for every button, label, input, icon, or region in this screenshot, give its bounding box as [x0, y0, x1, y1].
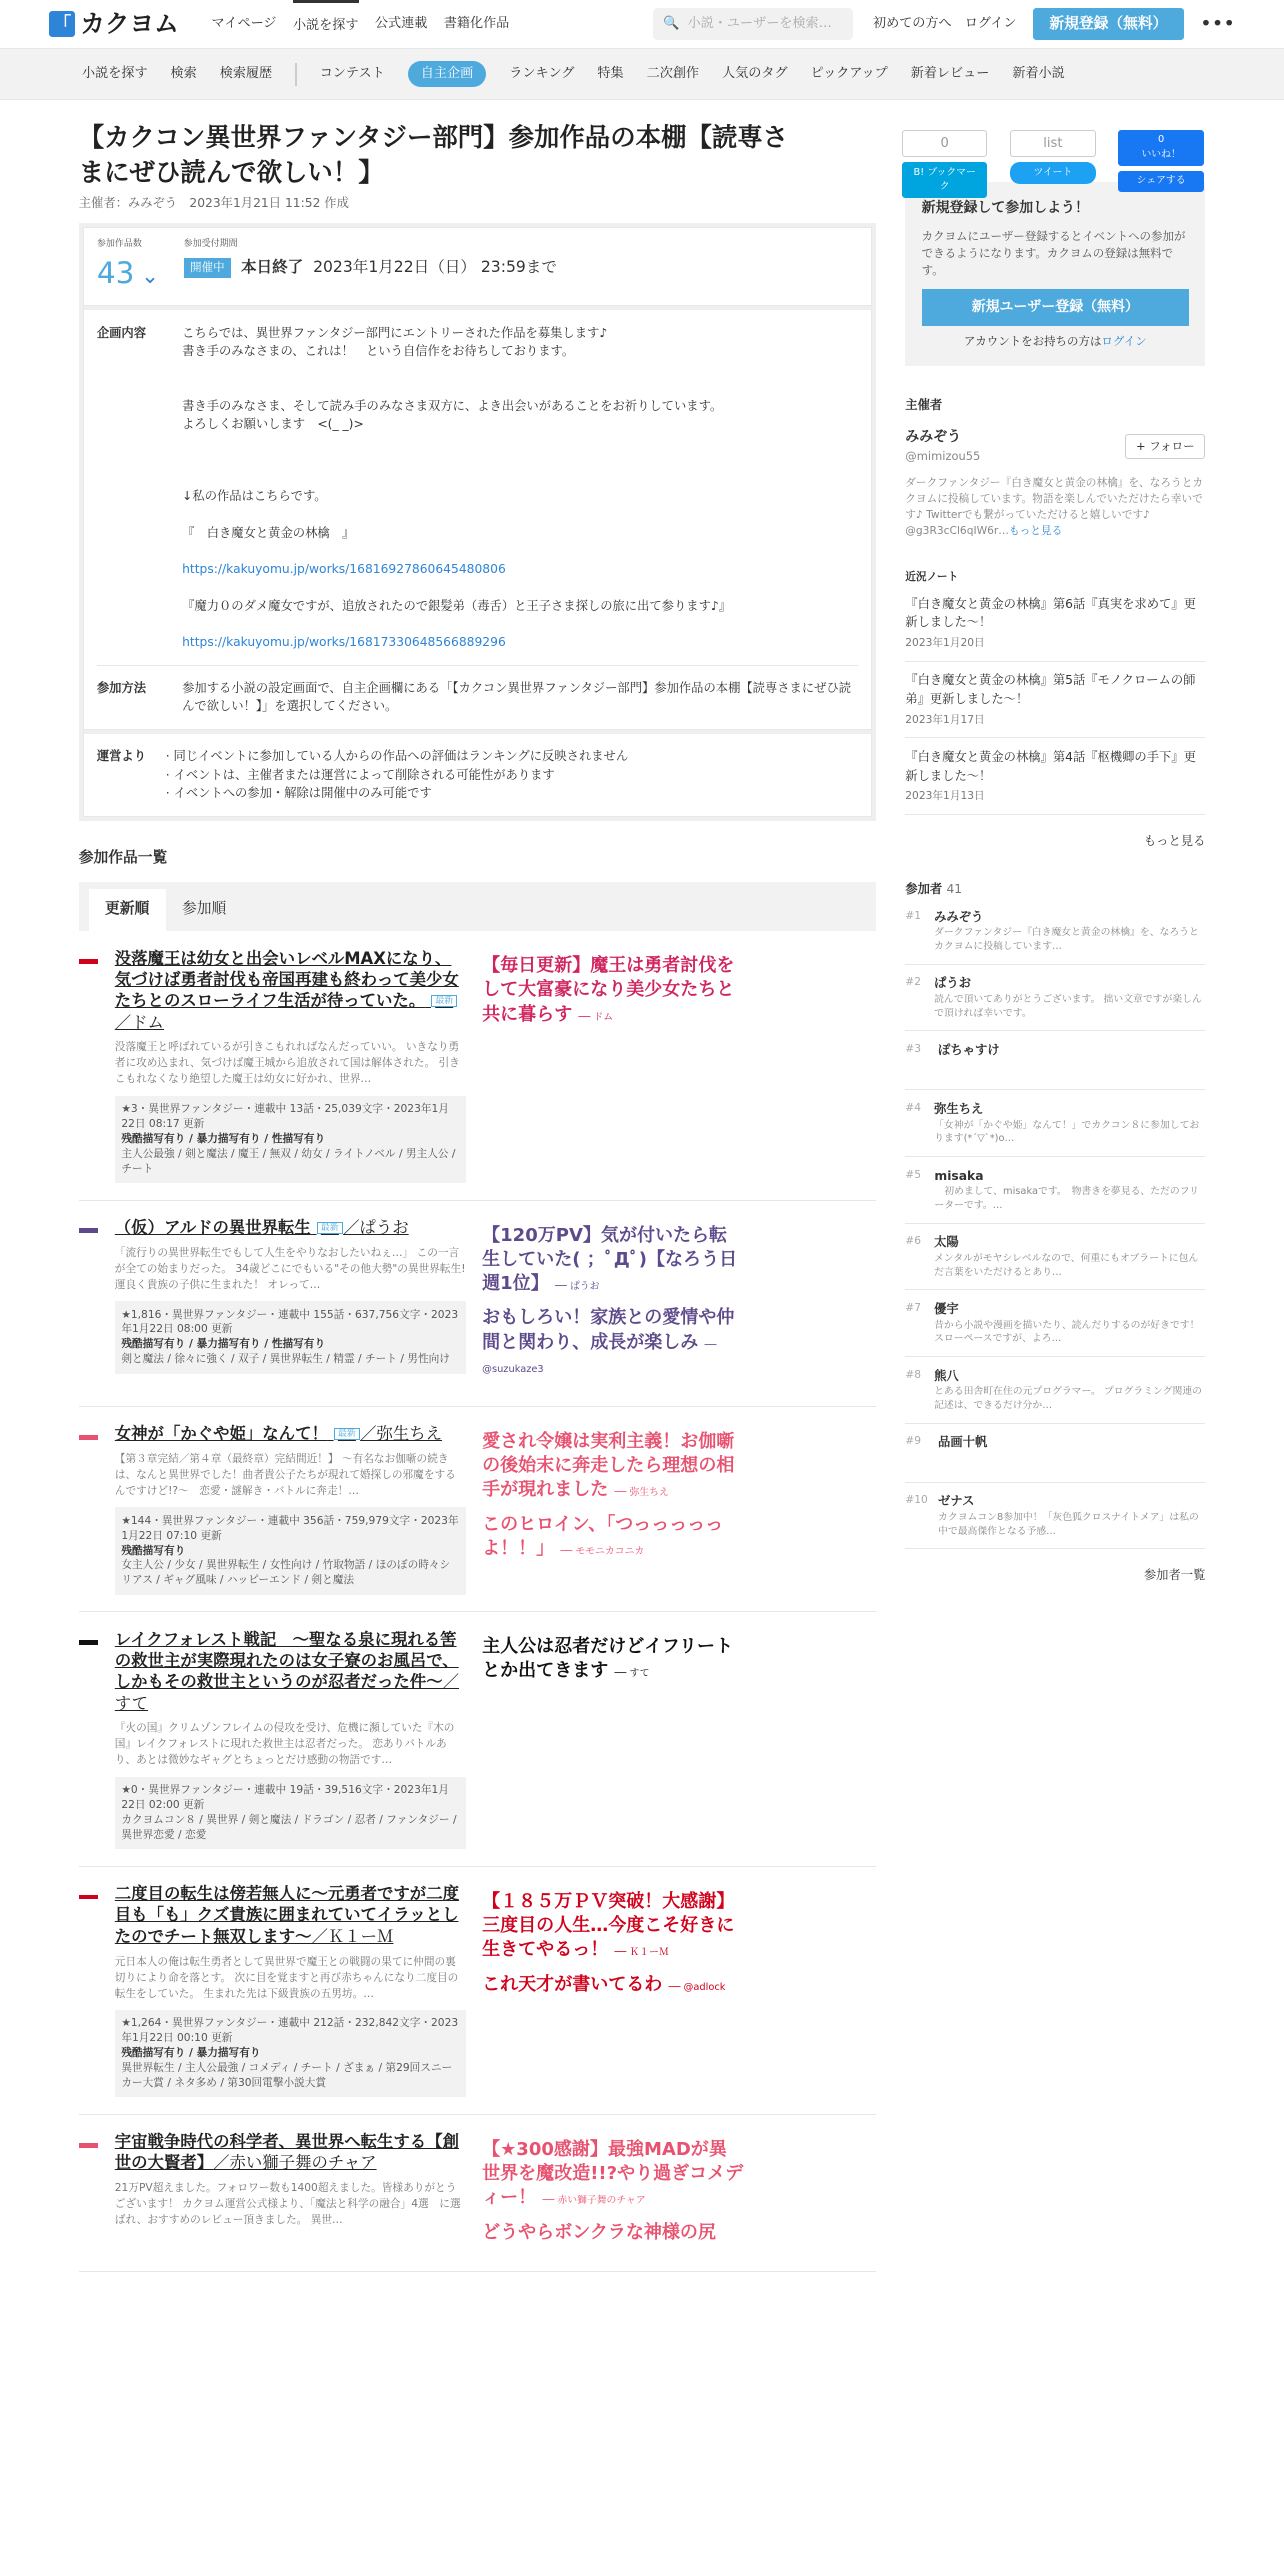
logo[interactable] [49, 6, 179, 43]
logo-mark-icon: 「 [49, 11, 75, 37]
work-item [79, 2115, 876, 2272]
members-more-link[interactable]: 参加者一覧 [1143, 1567, 1206, 1582]
work-link[interactable]: https://kakuyomu.jp/works/16817330648566889296 [182, 635, 506, 650]
work-tags[interactable]: 異世界転生 / 主人公最強 / コメディ / チート / ざまぁ / 第29回スニーカー大賞 / ネタ多め / 第30回電撃小説大賞 [121, 2060, 453, 2089]
note-title[interactable]: 『白き魔女と黄金の林檎』第5話『モノクロームの師弟』更新しました～！ [905, 673, 1196, 706]
method-label: 参加方法 [96, 681, 147, 695]
hatena-bookmark-button[interactable]: B! ブックマーク [902, 162, 987, 198]
color-mark [79, 1895, 99, 1900]
work-meta [115, 2010, 466, 2098]
login-link[interactable]: ログイン [964, 16, 1017, 32]
sort-tabs [79, 882, 876, 931]
content-line: 書き手のみなさまの、これは！ という自信作をお待ちしております。 [182, 344, 575, 358]
user-plus-icon: + [1135, 438, 1150, 453]
note-item[interactable] [905, 662, 1205, 739]
member-desc: カクヨムコン8参加中！「灰色狐クロスナイトメア」は私の中で最高傑作となる予感… [938, 1511, 1199, 1537]
member-item[interactable] [905, 1090, 1205, 1157]
host-id: @mimizou55 [905, 449, 981, 464]
author-link[interactable]: ／ドム [114, 1012, 164, 1032]
new-badge: 最新 [334, 1428, 361, 1440]
catchphrase[interactable]: 【120万PV】気が付いたら転生していた( ；ﾟДﾟ)【なろう日週1位】 ── ぱうお [482, 1224, 738, 1295]
host-label: 主催者 [905, 397, 943, 412]
new-badge: 最新 [431, 995, 458, 1007]
work-warnings: 残酷描写有り [121, 1543, 186, 1557]
list-title: 参加作品一覧 [78, 848, 168, 866]
member-desc: ダークファンタジー『白き魔女と黄金の林檎』を、なろうとカクヨムに投稿しています… [934, 927, 1199, 953]
work-title[interactable]: 没落魔王は幼女と出会いレベルMAXになり、気づけば勇者討伐も帝国再建も終わって美少女たちとのスローライフ生活が待っていた。 最新／ドム [114, 948, 459, 1032]
event-info [79, 223, 876, 821]
work-item [79, 931, 876, 1200]
guide-link[interactable]: 初めての方へ [872, 16, 952, 32]
top-bar [0, 0, 1284, 49]
content-line [182, 378, 858, 396]
member-desc: とある田舎町在住の元プログラマー。 プログラミング関連の記述は、できるだけ分か… [934, 1386, 1202, 1412]
status-badge: 開催中 [184, 258, 232, 278]
catchphrase[interactable]: 【１８５万ＰＶ突破！大感謝】三度目の人生…今度こそ好きに生きてやるっ！ ── Ｋ１ーＭ [482, 1890, 735, 1961]
author-link[interactable]: ／すて [114, 1672, 459, 1713]
member-desc: 「女神が「かぐや姫」なんて！」でカクコン８に参加しております(*´▽`*)o… [934, 1119, 1200, 1145]
period-label: 参加受付期間 [183, 238, 238, 249]
member-name[interactable]: misaka [934, 1168, 984, 1183]
rule-item: · 同じイベントに参加している人からの作品への評価はランキングに反映されません [165, 749, 629, 764]
search-icon: 🔍 [663, 16, 680, 32]
work-warnings: 残酷描写有り / 暴力描写有り / 性描写有り [121, 1337, 326, 1351]
content-line: 『魔力０のダメ魔女ですが、追放されたので銀髪弟（毒舌）と王子さま探しの旅に出て参ります♪』 [182, 598, 732, 613]
subnav-item[interactable]: 二次創作 [646, 66, 700, 82]
search-placeholder: 小説・ユーザーを検索… [687, 16, 832, 32]
work-tags[interactable]: 女主人公 / 少女 / 異世界転生 / 女性向け / 竹取物語 / ほのぼの時々シリアス / ギャグ風味 / ハッピーエンド / 剣と魔法 [121, 1558, 451, 1587]
color-mark [79, 959, 99, 964]
nav-books[interactable]: 書籍化作品 [443, 16, 510, 32]
work-tags[interactable]: 剣と魔法 / 徐々に強く / 双子 / 異世界転生 / 精霊 / チート / 男性向け [121, 1352, 450, 1366]
work-intro: 21万PV超えました。フォロワー数も1400超えました。皆様ありがとうございます！ カクヨム運営公式様より、「魔法と科学の融合」4選 に選ばれ、おすすめのレビュー頂きました。 異世… [114, 2181, 461, 2227]
work-stats: ★0・異世界ファンタジー・連載中 19話・39,516文字・2023年1月22日 02:00 更新 [121, 1783, 449, 1811]
work-stats: ★144・異世界ファンタジー・連載中 356話・759,979文字・2023年1月22日 07:10 更新 [121, 1513, 459, 1542]
note-title[interactable]: 『白き魔女と黄金の林檎』第6話『真実を求めて』更新しました～！ [905, 596, 1196, 630]
signup-text: カクヨムにユーザー登録するとイベントへの参加ができるようになります。カクヨムの登録は無料です。 [921, 228, 1186, 277]
author-link[interactable]: ／ぱうお [343, 1217, 409, 1237]
work-title[interactable]: 女神が「かぐや姫」なんて！ 最新 ／弥生ちえ [114, 1424, 443, 1444]
note-date: 2023年1月20日 [905, 635, 985, 649]
member-item[interactable] [905, 1224, 1205, 1291]
work-title[interactable]: レイクフォレスト戦記 ～聖なる泉に現れる筈の救世主が実際現れたのは女子寮のお風呂で、しかもその救世主というのが忍者だった件～／すて [114, 1629, 459, 1713]
member-rank: #10 [905, 1493, 928, 1507]
note-item[interactable] [905, 738, 1205, 815]
end-label: 本日終了 [240, 258, 304, 277]
member-item[interactable] [905, 1483, 1205, 1550]
like-button[interactable] [1118, 130, 1203, 166]
signup-box [905, 182, 1205, 366]
content-line [182, 469, 858, 487]
share-area [902, 130, 1204, 199]
member-name[interactable]: 太陽 [934, 1235, 959, 1250]
member-rank: #2 [905, 975, 921, 989]
catchphrase[interactable]: これ天才が書いてるわ ── @adlock [482, 1973, 726, 1995]
rule-item: · イベントは、主催者または運営によって削除される可能性があります [165, 767, 555, 782]
nav-official[interactable]: 公式連載 [374, 16, 428, 32]
catchphrase[interactable]: 【毎日更新】魔王は勇者討伐をして大富豪になり美少女たちと共に暮らす ── ドム [482, 955, 735, 1025]
subnav-item[interactable]: コンテスト [319, 66, 385, 82]
member-rank: #7 [905, 1301, 921, 1315]
fb-share-button[interactable]: シェアする [1118, 171, 1203, 192]
note-date: 2023年1月17日 [905, 712, 985, 726]
nav-mypage[interactable]: マイページ [211, 16, 277, 32]
work-stats: ★3・異世界ファンタジー・連載中 13話・25,039文字・2023年1月22日 08:17 更新 [121, 1102, 449, 1131]
work-intro: 『火の国』クリムゾンフレイムの侵攻を受け、危機に瀕していた『木の国』レイクフォレストに現れた救世主は忍者だった。 恋ありバトルあり、あとは微妙なギャグとちょっとだけ感動の物語です… [114, 1721, 455, 1767]
content-line: 書き手のみなさま、そして読み手のみなさま双方に、よき出会いがあることをお祈りしています。 [182, 398, 723, 413]
logo-text: カクヨム [80, 8, 179, 38]
work-item [79, 1201, 876, 1407]
subnav-item[interactable]: 小説を探す [82, 66, 148, 82]
top-nav [212, 0, 510, 49]
deadline-date: 2023年1月22日（日） 23:59まで [313, 258, 557, 277]
catchphrase[interactable]: どうやらボンクラな神様の尻 [482, 2221, 716, 2243]
follow-label: フォロー [1149, 438, 1195, 453]
like-count: 0 [1157, 133, 1165, 145]
host-name[interactable]: みみぞう [905, 429, 962, 446]
search-input[interactable] [653, 8, 853, 41]
content-label: 企画内容 [96, 325, 147, 340]
sidebar [905, 100, 1205, 2272]
work-intro: 「流行りの異世界転生でもして人生をやりなおしたいねぇ…」 この一言が全ての始まりだった。 34歳どこにでもいる"その他大勢"の異世界転生!運良く貴族の子供に生まれた！ オレって… [114, 1245, 466, 1291]
work-meta [115, 1777, 466, 1850]
member-item[interactable] [905, 898, 1205, 965]
work-title[interactable]: （仮）アルドの異世界転生 最新 ／ぱうお [114, 1217, 409, 1237]
list-count: list [1010, 130, 1095, 158]
notes-more-link[interactable]: もっと見る [1143, 833, 1206, 848]
member-rank: #8 [905, 1367, 921, 1381]
divider [295, 63, 297, 86]
member-rank: #3 [905, 1042, 921, 1056]
more-menu-icon[interactable]: ••• [1200, 12, 1235, 36]
work-intro: 没落魔王と呼ばれているが引きこもれればなんだっていい。 いきなり勇者に攻め込まれ、気づけば魔王城から追放されて国は解体された。 引きこもれなくなり絶望した魔王は幼女に好かれ、世界… [114, 1040, 460, 1086]
work-meta [115, 1096, 466, 1184]
nav-find[interactable]: 小説を探す [293, 0, 359, 49]
color-mark [79, 2143, 99, 2148]
member-name[interactable]: 熊八 [934, 1368, 959, 1383]
content-line: こちらでは、異世界ファンタジー部門にエントリーされた作品を募集します♪ [182, 325, 608, 340]
subnav-item[interactable]: 特集 [597, 66, 624, 82]
subnav-item[interactable]: 検索履歴 [219, 66, 273, 82]
author-link[interactable]: ／Ｋ１ーＭ [311, 1926, 394, 1946]
subnav-item[interactable]: ランキング [509, 66, 575, 82]
catchphrase[interactable]: 主人公は忍者だけどイフリートとか出てきます ── すて [482, 1636, 734, 1682]
note-date: 2023年1月13日 [905, 789, 985, 803]
content-line [182, 615, 858, 633]
signup-button[interactable]: 新規登録（無料） [1033, 8, 1184, 40]
member-rank: #4 [905, 1101, 921, 1115]
subnav-item[interactable]: 新着小説 [1012, 66, 1065, 82]
work-link[interactable]: https://kakuyomu.jp/works/16816927860645480806 [182, 562, 506, 577]
work-title[interactable]: 二度目の転生は傍若無人に～元勇者ですが二度目も「も」クズ貴族に囲まれていてイラッとしたのでチート無双します～／Ｋ１ーＭ [114, 1884, 459, 1946]
tab-joined[interactable]: 参加順 [181, 900, 227, 918]
work-tags[interactable]: カクヨムコン８ / 異世界 / 剣と魔法 / ドラゴン / 忍者 / ファンタジー / 異世界恋愛 / 恋愛 [121, 1812, 457, 1841]
work-warnings: 残酷描写有り / 暴力描写有り / 性描写有り [121, 1131, 326, 1145]
catchphrase[interactable]: 【★300感謝】最強MADが異世界を魔改造!!?やり過ぎコメディー！ ── 赤い獅子舞のチャア [482, 2138, 744, 2209]
catchphrase[interactable]: このヒロイン、「つっっっっっよ！！」 ── モモニカコニカ [482, 1513, 724, 1559]
follow-button[interactable] [1125, 434, 1205, 460]
note-title[interactable]: 『白き魔女と黄金の林檎』第4話『枢機卿の手下』更新しました～！ [905, 750, 1196, 783]
subnav-item-active[interactable]: 自主企画 [408, 61, 487, 87]
count-label: 参加作品数 [96, 238, 142, 249]
work-meta [115, 1301, 466, 1374]
note-item[interactable] [905, 585, 1205, 662]
member-rank: #6 [905, 1234, 921, 1248]
member-name[interactable]: 弥生ちえ [934, 1102, 984, 1117]
tab-updated[interactable]: 更新順 [89, 889, 166, 932]
member-item[interactable] [905, 965, 1205, 1032]
work-item [79, 1612, 876, 1867]
content-line [182, 433, 858, 451]
work-intro: 元日本人の俺は転生勇者として異世界で魔王との戦闘の果てに仲間の裏切りにより命を落とす。 次に目を覚ますと再び赤ちゃんになり二度目の転生をしていた。 生まれた先は下級貴族の五男坊。… [114, 1954, 459, 2000]
host-desc: ダークファンタジー『白き魔女と黄金の林檎』を、なろうとカクヨムに投稿しています。物語を楽しんでいただけたら幸いです♪ Twitterでも繋がっていただけると嬉しいです♪ @g3R3cCl6qIW6r…もっと見る [905, 476, 1204, 538]
work-intro: 【第３章完結／第４章（最終章）完結間近！】 ～有名なお伽噺の続きは、なんと異世界でした！曲者貴公子たちが現れて婚探しの邪魔をするんですけど!?～ 恋愛・謎解き・バトルに奔走！… [114, 1452, 456, 1497]
work-item [79, 1867, 876, 2115]
member-name[interactable]: みみぞう [934, 909, 984, 924]
subnav-item[interactable]: 検索 [170, 66, 197, 82]
content-line: よろしくお願いします <(_ _)> [182, 416, 364, 431]
work-warnings: 残酷描写有り / 暴力描写有り [121, 2046, 261, 2060]
member-desc: 読んで頂いてありがとうございます。 拙い文章ですが楽しんで頂ければ幸いです。 [934, 993, 1202, 1019]
content-line: 『 白き魔女と黄金の林檎 』 [182, 525, 355, 540]
subnav-item[interactable]: ピックアップ [810, 66, 888, 82]
chevron-down-icon[interactable]: ⌄ [134, 264, 160, 290]
new-badge: 最新 [317, 1222, 344, 1234]
sub-nav [0, 49, 1284, 100]
like-label: いいね！ [1141, 148, 1181, 160]
color-mark [79, 1435, 99, 1440]
work-list [79, 931, 876, 2272]
tweet-button[interactable]: ツイート [1010, 162, 1095, 183]
work-meta [115, 1507, 466, 1595]
method-text: 参加する小説の設定画面で、自主企画欄にある「【カクコン異世界ファンタジー部門】参加作品の本棚【読専さまにぜひ読んで欲しい！】」を選択してください。 [182, 681, 852, 714]
author-link[interactable]: ／弥生ちえ [360, 1424, 443, 1444]
member-item[interactable] [905, 1157, 1205, 1224]
catchphrase[interactable]: 愛され令嬢は実利主義！お伽噺の後始末に奔走したら理想の相手が現れました ── 弥生ちえ [482, 1430, 735, 1501]
member-name[interactable]: ゼナス [938, 1494, 975, 1509]
work-stats: ★1,264・異世界ファンタジー・連載中 212話・232,842文字・2023年1月22日 00:10 更新 [121, 2016, 459, 2045]
subnav-item[interactable]: 新着レビュー [910, 66, 990, 82]
author-link[interactable]: ／赤い獅子舞のチャア [213, 2153, 377, 2173]
member-desc: 初めまして、misakaです。 物書きを夢見る、ただのフリーターです。… [934, 1186, 1199, 1212]
content-line [182, 451, 858, 469]
member-name[interactable]: ぱうお [934, 976, 971, 991]
member-name[interactable]: 品画十帆 [938, 1435, 988, 1450]
account-text: アカウントをお持ちの方はログイン [963, 333, 1147, 348]
host-more-link[interactable]: もっと見る [1008, 524, 1063, 538]
page-meta: 主催者：みみぞう 2023年1月21日 11:52 作成 [78, 196, 349, 211]
content-line [182, 360, 858, 378]
content-line [182, 506, 858, 524]
subnav-item[interactable]: 人気のタグ [722, 66, 788, 82]
member-name[interactable]: ぽちゃすけ [938, 1043, 1000, 1058]
content-body [182, 324, 858, 652]
members-list [905, 898, 1205, 1549]
member-item[interactable] [905, 1424, 1205, 1483]
member-rank: #9 [905, 1434, 921, 1448]
sidebar-login-link[interactable]: ログイン [1101, 333, 1147, 348]
work-title[interactable]: 宇宙戦争時代の科学者、異世界へ転生する【創世の大賢者】／赤い獅子舞のチャア [114, 2132, 459, 2173]
content-line [182, 542, 858, 560]
bookmark-count: 0 [902, 130, 987, 158]
catchphrase[interactable]: おもしろい！家族との愛情や仲間と関わり、成長が楽しみ ── @suzukaze3 [482, 1307, 735, 1376]
rules-label: 運営より [96, 749, 147, 764]
member-desc: メンタルがモヤシレベルなので、何重にもオブラートに包んだ言葉をいただけるとあり… [934, 1252, 1199, 1278]
signup-title: 新規登録して参加しよう！ [921, 200, 1089, 217]
member-item[interactable] [905, 1290, 1205, 1357]
notes-label: 近況ノート [905, 569, 959, 583]
work-item [79, 1407, 876, 1612]
member-name[interactable]: 優宇 [934, 1302, 959, 1317]
work-tags[interactable]: 主人公最強 / 剣と魔法 / 魔王 / 無双 / 幼女 / ライトノベル / 男主人公 / チート [121, 1146, 456, 1175]
page-title: 【カクコン異世界ファンタジー部門】参加作品の本棚【読専さまにぜひ読んで欲しい！】 [78, 121, 789, 188]
member-rank: #5 [905, 1167, 921, 1181]
content-line [182, 579, 858, 597]
entry-count[interactable]: 43 [96, 256, 135, 291]
content-line: ↓私の作品はこちらです。 [182, 489, 327, 504]
notes-list [905, 585, 1205, 815]
work-stats: ★1,816・異世界ファンタジー・連載中 155話・637,756文字・2023年1月22日 08:00 更新 [121, 1307, 459, 1336]
register-button[interactable]: 新規ユーザー登録（無料） [922, 289, 1189, 326]
member-desc: 昔から小説や漫画を描いたり、読んだりするのが好きです！スローペースですが、よろ… [934, 1319, 1200, 1345]
member-rank: #1 [905, 908, 921, 922]
member-item[interactable] [905, 1357, 1205, 1424]
rule-item: · イベントへの参加・解除は開催中のみ可能です [165, 785, 432, 800]
color-mark [79, 1228, 99, 1233]
members-header: 参加者 41 [905, 881, 963, 896]
member-item[interactable] [905, 1031, 1205, 1090]
color-mark [79, 1640, 99, 1645]
